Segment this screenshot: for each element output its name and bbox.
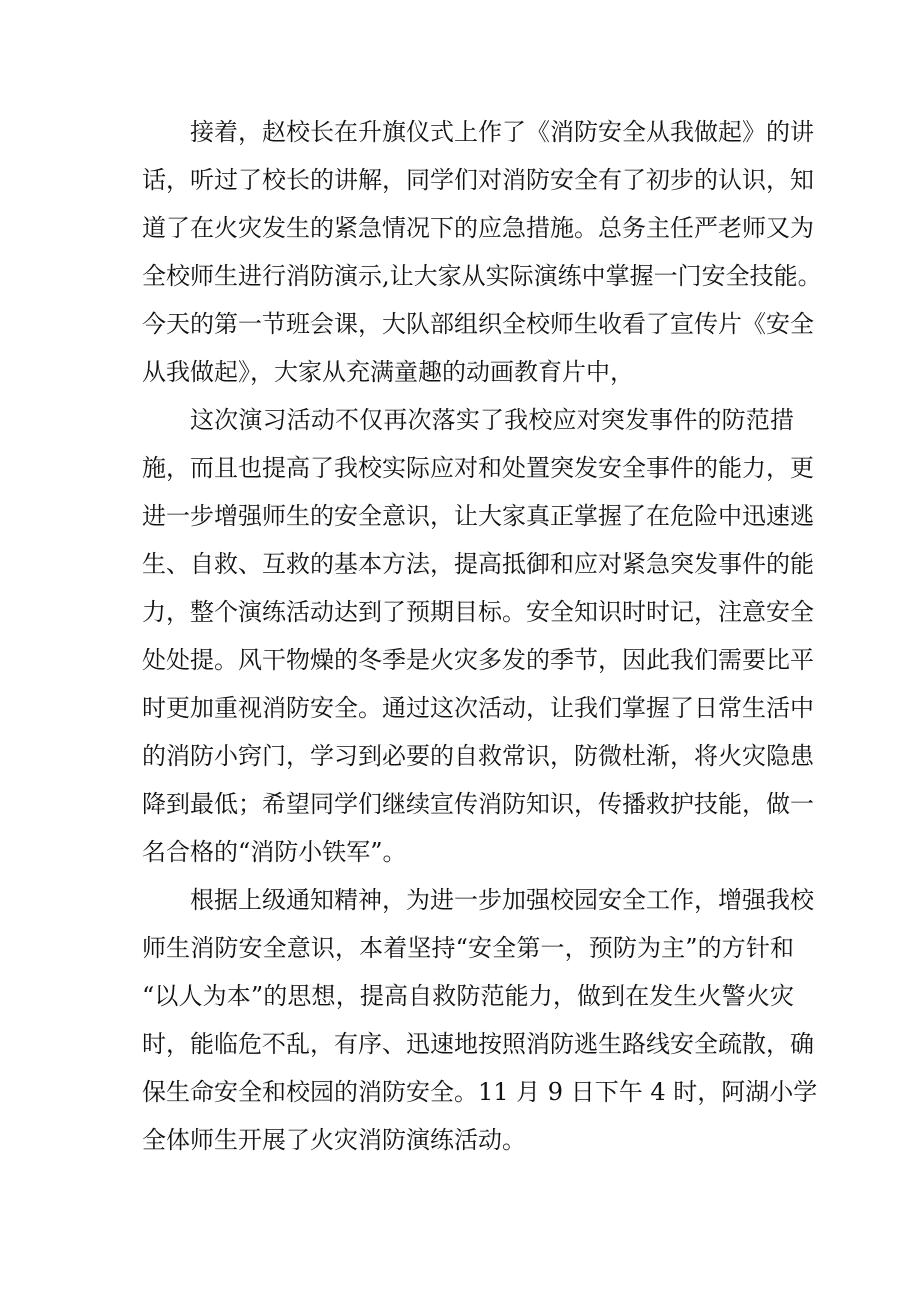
paragraph-line: 的消防小窍门，学习到必要的自救常识，防微杜渐，将火灾隐患: [142, 742, 814, 770]
paragraph-line: 降到最低；希望同学们继续宣传消防知识，传播救护技能，做一: [142, 790, 814, 818]
paragraph-line: 力，整个演练活动达到了预期目标。安全知识时时记，注意安全: [142, 598, 814, 626]
paragraph-line: 接着，赵校长在升旗仪式上作了《消防安全从我做起》的讲: [190, 118, 814, 146]
paragraph-line: 话，听过了校长的讲解，同学们对消防安全有了初步的认识，知: [142, 166, 814, 194]
paragraph-2: [142, 396, 814, 876]
paragraph-line: 今天的第一节班会课，大队部组织全校师生收看了宣传片《安全: [142, 310, 814, 338]
paragraph-line: 从我做起》，大家从充满童趣的动画教育片中，: [142, 358, 634, 386]
paragraph-line: 时，能临危不乱，有序、迅速地按照消防逃生路线安全疏散，确: [142, 1030, 814, 1058]
paragraph-line: “以人为本”的思想，提高自救防范能力，做到在发生火警火灾: [142, 982, 794, 1010]
paragraph-line: 师生消防安全意识，本着坚持“安全第一，预防为主”的方针和: [142, 934, 794, 962]
paragraph-line: 根据上级通知精神，为进一步加强校园安全工作，增强我校: [190, 886, 814, 914]
paragraph-1: [142, 108, 822, 396]
paragraph-line: 保生命安全和校园的消防安全。11 月 9 日下午 4 时，阿湖小学: [142, 1078, 818, 1106]
paragraph-line: 时更加重视消防安全。通过这次活动，让我们掌握了日常生活中: [142, 694, 814, 722]
document-body: [142, 108, 822, 1164]
paragraph-line: 处处提。风干物燥的冬季是火灾多发的季节，因此我们需要比平: [142, 646, 814, 674]
paragraph-line: 全校师生进行消防演示,让大家从实际演练中掌握一门安全技能。: [142, 262, 822, 290]
paragraph-line: 名合格的“消防小铁军”。: [142, 838, 407, 866]
paragraph-line: 生、自救、互救的基本方法，提高抵御和应对紧急突发事件的能: [142, 550, 814, 578]
paragraph-line: 这次演习活动不仅再次落实了我校应对突发事件的防范措: [190, 406, 794, 434]
paragraph-line: 施，而且也提高了我校实际应对和处置突发安全事件的能力，更: [142, 454, 814, 482]
paragraph-line: 进一步增强师生的安全意识，让大家真正掌握了在危险中迅速逃: [142, 502, 814, 530]
paragraph-3: [142, 876, 818, 1164]
paragraph-line: 全体师生开展了火灾消防演练活动。: [142, 1126, 526, 1154]
paragraph-line: 道了在火灾发生的紧急情况下的应急措施。总务主任严老师又为: [142, 214, 814, 242]
